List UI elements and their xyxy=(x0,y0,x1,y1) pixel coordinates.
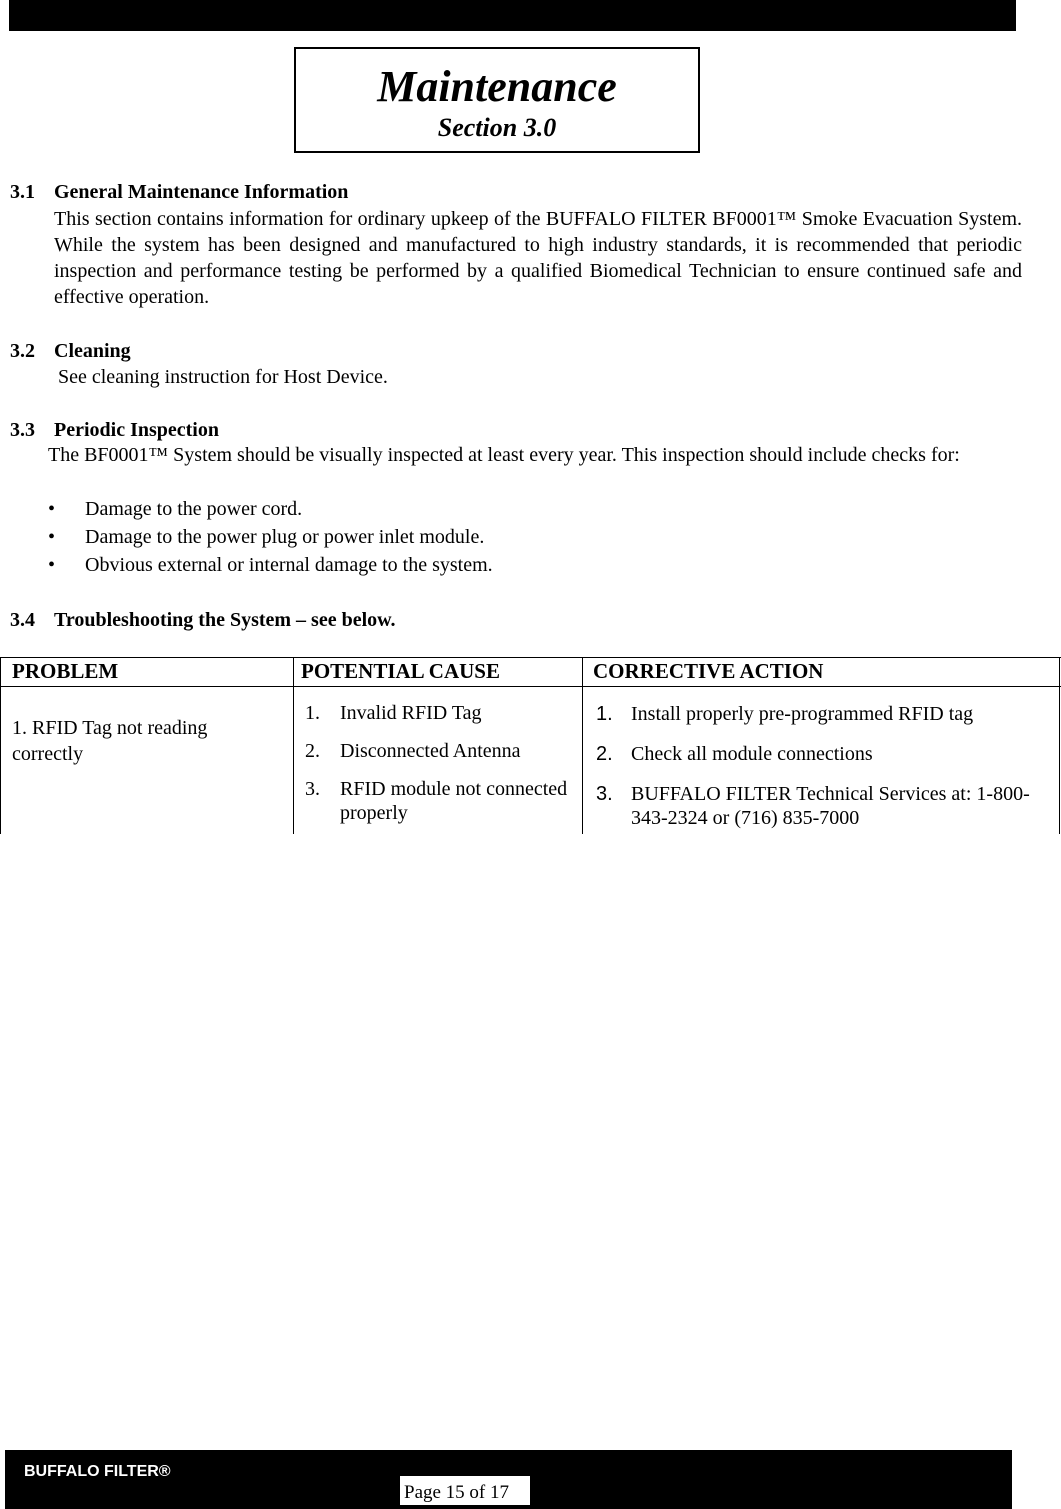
top-bar xyxy=(9,0,1016,31)
section-body-3-2: See cleaning instruction for Host Device. xyxy=(58,366,388,388)
list-item: • Damage to the power cord. xyxy=(48,495,493,523)
list-item: 1. Invalid RFID Tag xyxy=(305,702,482,724)
troubleshooting-table xyxy=(0,657,1061,834)
section-heading-3-1 xyxy=(10,180,348,204)
section-body-3-3: The BF0001™ System should be visually inspected at least every year. This inspection should include checks for: xyxy=(48,444,960,466)
section-subtitle: Section 3.0 xyxy=(437,113,557,142)
footer-brand: BUFFALO FILTER® xyxy=(24,1463,171,1480)
bullet-icon: • xyxy=(48,498,56,520)
section-number: 3.2 xyxy=(10,340,35,362)
bullet-icon: • xyxy=(48,526,56,548)
section-number: 3.3 xyxy=(10,419,35,441)
section-title: Periodic Inspection xyxy=(54,419,219,441)
footer-bar xyxy=(5,1450,1012,1509)
list-item: 3. BUFFALO FILTER Technical Services at: 1-800-343-2324 or (716) 835-7000 xyxy=(596,783,1030,829)
section-title: Troubleshooting the System – see below. xyxy=(54,609,396,631)
title-box xyxy=(294,47,700,153)
column-divider xyxy=(1059,658,1060,834)
action-cell xyxy=(596,702,1056,846)
list-item: 1. Install properly pre-programmed RFID tag xyxy=(596,703,974,725)
column-divider xyxy=(582,658,583,834)
section-number: 3.4 xyxy=(10,609,35,631)
column-header-action: CORRECTIVE ACTION xyxy=(593,659,824,683)
column-divider xyxy=(293,658,294,834)
section-heading-3-4 xyxy=(10,608,396,632)
problem-cell: 1. RFID Tag not reading correctly xyxy=(12,717,208,765)
column-header-problem: PROBLEM xyxy=(12,659,119,683)
section-heading-3-3 xyxy=(10,418,219,442)
section-body-3-1: This section contains information for ordinary upkeep of the BUFFALO FILTER BF0001™ Smoke Evacuation System. While the system has been designed and manufactured to high industry standards, it is recommended that periodic inspection and performance testing be performed by a qualified Biomedical Technician to ensure continued safe and effective operation. xyxy=(54,208,1022,308)
list-item: 2. Disconnected Antenna xyxy=(305,740,521,762)
list-item: • Obvious external or internal damage to the system. xyxy=(48,551,493,579)
header-divider xyxy=(0,686,1061,687)
bullet-icon: • xyxy=(48,554,56,576)
cause-list xyxy=(305,701,575,825)
action-list xyxy=(596,702,1056,830)
column-divider xyxy=(0,658,1,834)
section-title: General Maintenance Information xyxy=(54,181,349,203)
list-item: • Damage to the power plug or power inlet module. xyxy=(48,523,493,551)
section-heading-3-2 xyxy=(10,339,131,363)
section-number: 3.1 xyxy=(10,181,35,203)
cause-cell xyxy=(305,701,575,839)
inspection-checklist xyxy=(48,495,493,579)
column-header-cause: POTENTIAL CAUSE xyxy=(301,659,500,683)
page-number: Page 15 of 17 xyxy=(400,1476,530,1505)
list-item: 2. Check all module connections xyxy=(596,743,873,765)
section-title: Cleaning xyxy=(54,340,131,362)
list-item: 3. RFID module not connected properly xyxy=(305,778,568,824)
page-title: Maintenance xyxy=(377,62,617,111)
